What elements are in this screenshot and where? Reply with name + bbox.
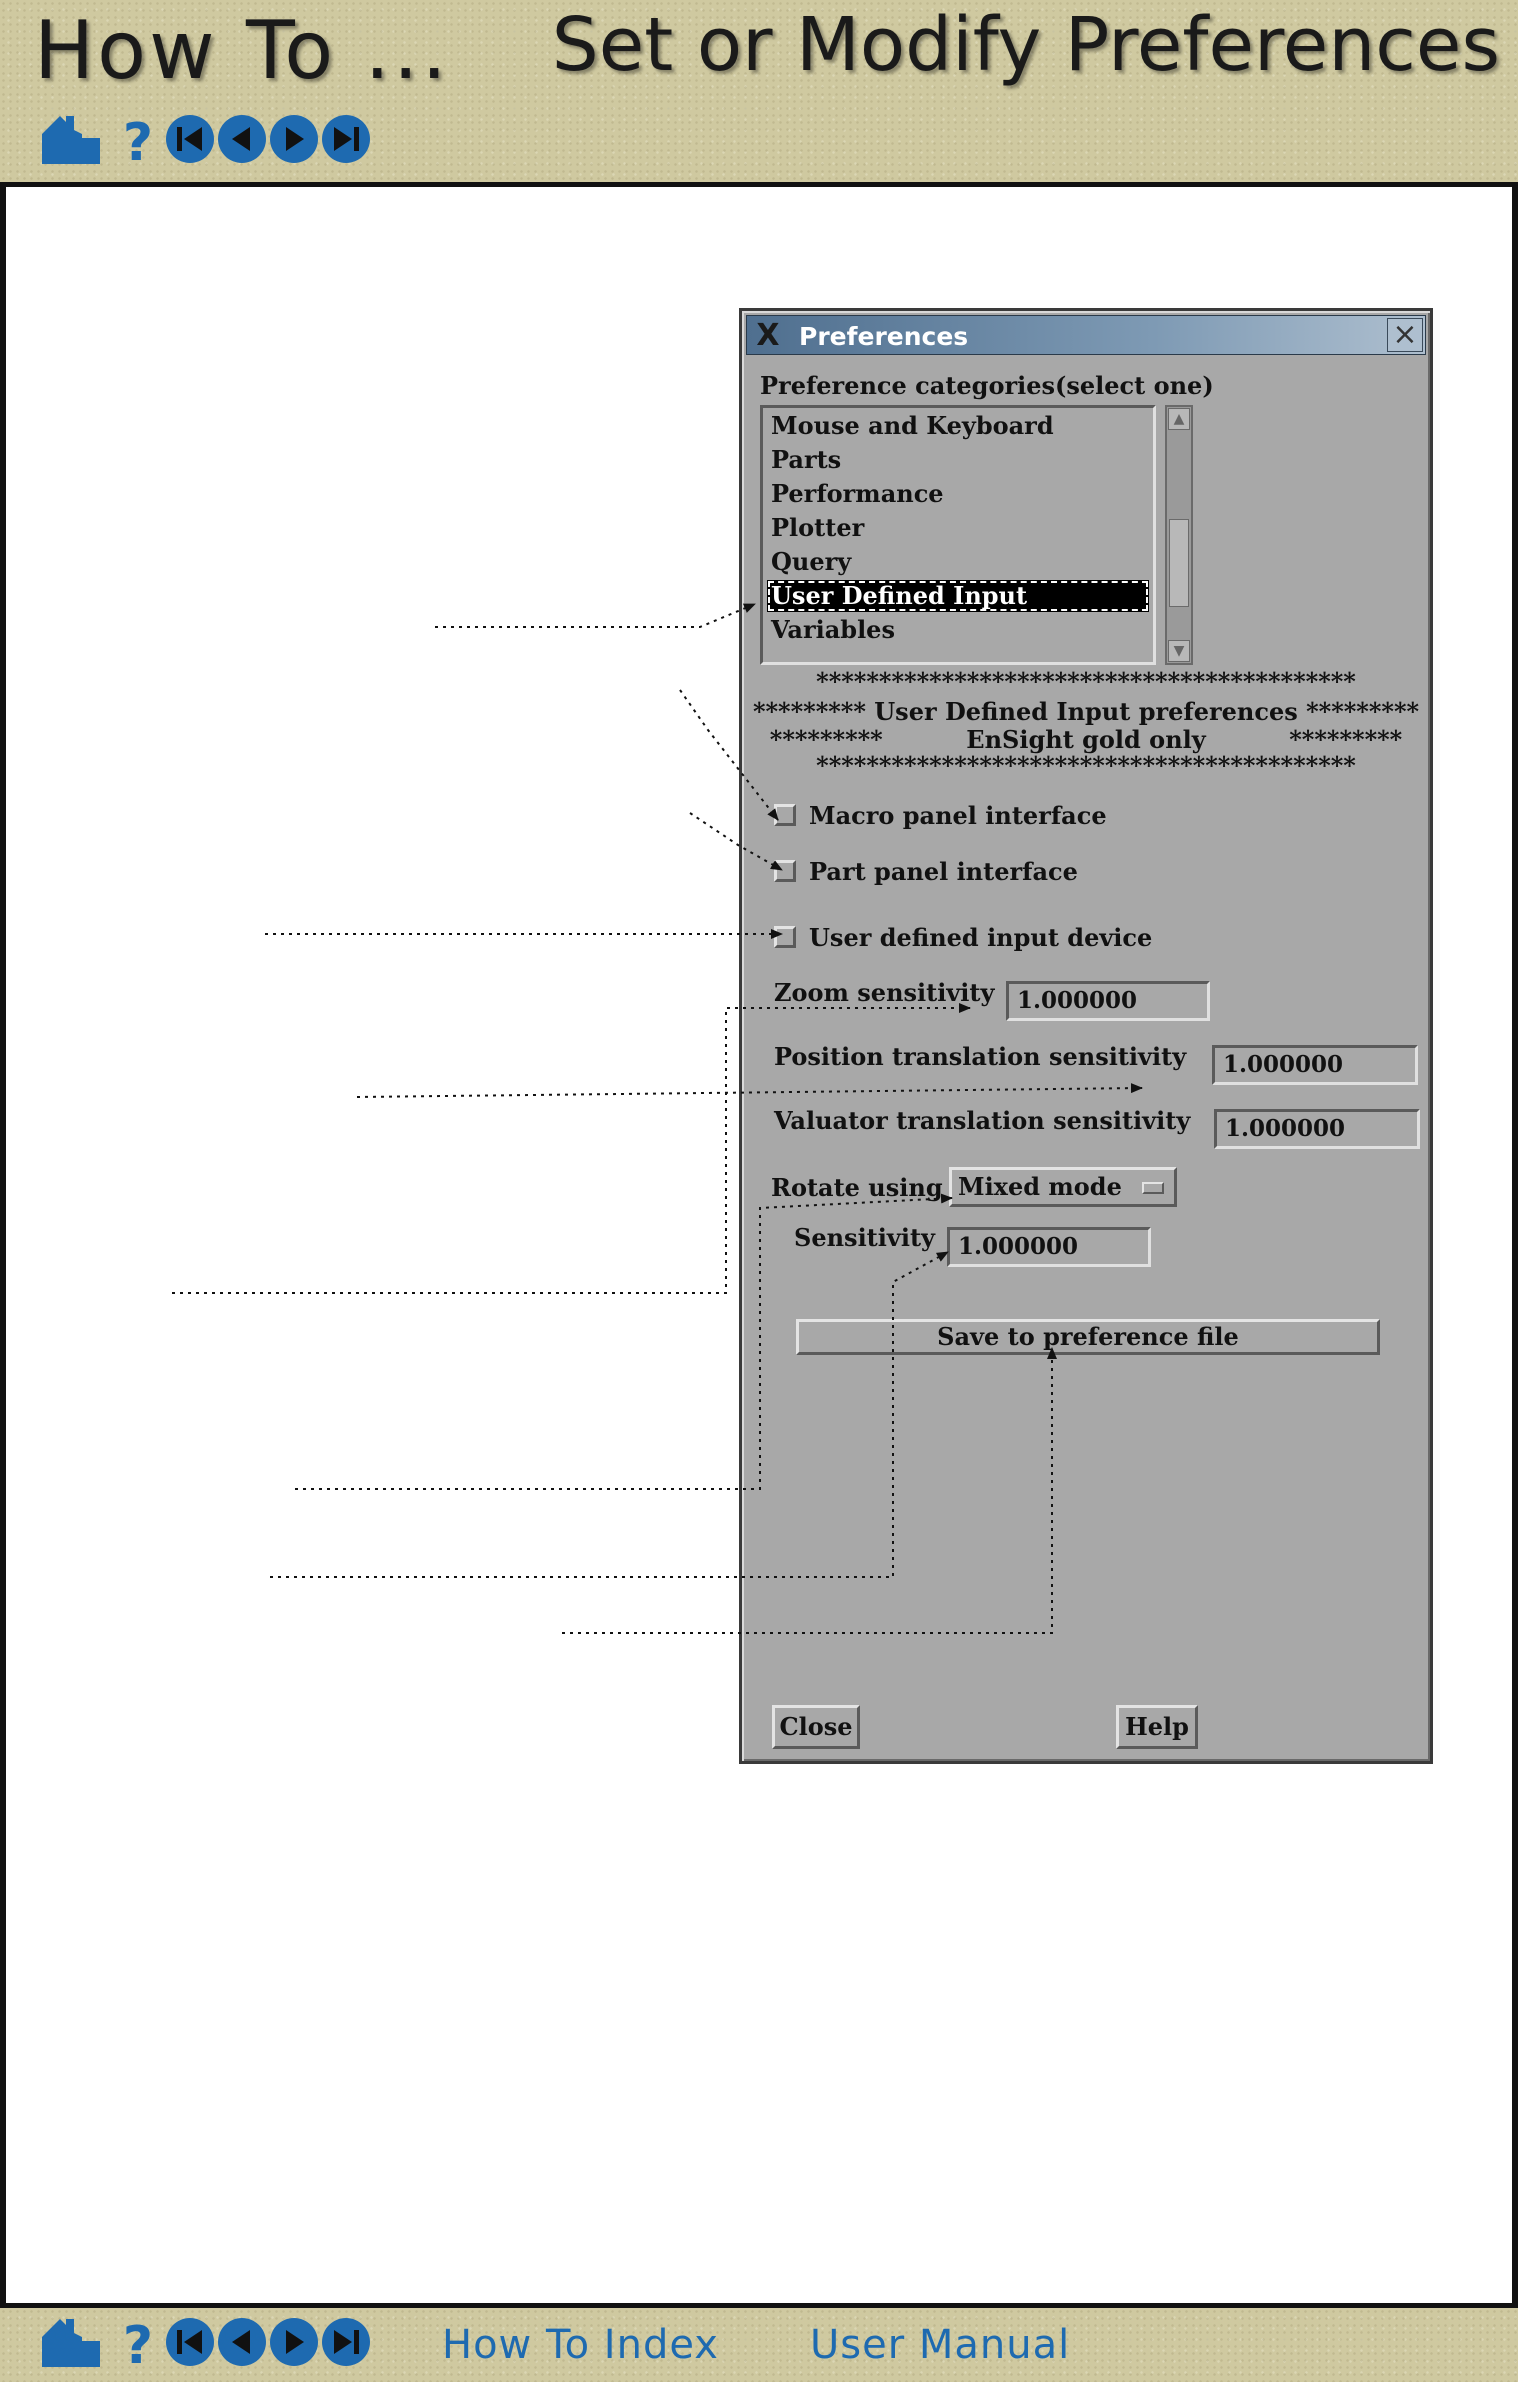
how-to-index-link[interactable]: How To Index <box>442 2322 719 2368</box>
option-menu-indicator-icon <box>1142 1182 1164 1194</box>
part-panel-checkbox[interactable] <box>774 860 796 882</box>
user-device-label: User defined input device <box>809 923 1153 952</box>
first-page-icon[interactable] <box>164 113 216 165</box>
list-item-selected[interactable]: User Defined Input <box>767 580 1149 612</box>
last-page-icon[interactable] <box>320 113 372 165</box>
home-icon[interactable] <box>38 112 104 166</box>
next-page-icon[interactable] <box>268 113 320 165</box>
first-page-icon[interactable] <box>164 2316 216 2368</box>
list-item[interactable]: Mouse and Keyboard <box>771 411 1054 440</box>
rotate-mode-dropdown[interactable] <box>949 1167 1177 1207</box>
home-icon[interactable] <box>38 2315 104 2369</box>
position-sensitivity-input[interactable]: 1.000000 <box>1212 1045 1418 1085</box>
next-page-icon[interactable] <box>268 2316 320 2368</box>
dialog-title: Preferences <box>799 322 969 351</box>
banner-stars-bottom: ******************************************* <box>816 751 1356 780</box>
list-item[interactable]: Query <box>771 547 852 576</box>
svg-text:?: ? <box>122 2316 154 2369</box>
part-panel-label: Part panel interface <box>809 857 1078 886</box>
list-item[interactable]: Parts <box>771 445 842 474</box>
right-border <box>1512 187 1518 2303</box>
header-band <box>0 0 1518 187</box>
close-icon[interactable]: × <box>1387 318 1423 352</box>
zoom-sensitivity-label: Zoom sensitivity <box>774 978 995 1007</box>
sensitivity-label: Sensitivity <box>794 1223 935 1252</box>
user-manual-link[interactable]: User Manual <box>810 2322 1071 2368</box>
x-window-icon: X <box>756 318 780 353</box>
zoom-sensitivity-input[interactable]: 1.000000 <box>1006 981 1210 1021</box>
svg-text:?: ? <box>122 113 154 166</box>
list-item[interactable]: Variables <box>771 615 895 644</box>
save-preferences-button[interactable]: Save to preference file <box>796 1319 1380 1355</box>
list-item[interactable]: Performance <box>771 479 944 508</box>
rotate-using-label: Rotate using <box>771 1173 943 1202</box>
page-title: Set or Modify Preferences <box>551 2 1500 88</box>
help-icon[interactable] <box>116 112 160 166</box>
scrollbar-thumb[interactable] <box>1169 519 1189 607</box>
scroll-up-icon[interactable]: ▲ <box>1168 408 1190 430</box>
user-device-checkbox[interactable] <box>774 926 796 948</box>
header-nav <box>38 112 372 166</box>
how-to-title: How To ... <box>34 4 450 97</box>
banner-title: ********* User Defined Input preferences ********* <box>752 697 1420 726</box>
position-sensitivity-label: Position translation sensitivity <box>774 1042 1187 1071</box>
categories-label: Preference categories(select one) <box>760 371 1214 400</box>
footer-nav <box>38 2315 372 2369</box>
categories-list[interactable] <box>760 405 1156 665</box>
scroll-down-icon[interactable]: ▼ <box>1168 640 1190 662</box>
preferences-dialog <box>739 308 1433 1764</box>
banner-subtitle: ********* EnSight gold only ********* <box>769 725 1403 754</box>
previous-page-icon[interactable] <box>216 2316 268 2368</box>
close-button[interactable]: Close <box>772 1705 860 1749</box>
rotate-sensitivity-input[interactable]: 1.000000 <box>947 1227 1151 1267</box>
left-border <box>0 187 6 2303</box>
dialog-titlebar[interactable] <box>746 315 1426 355</box>
valuator-sensitivity-label: Valuator translation sensitivity <box>774 1106 1191 1135</box>
help-button[interactable]: Help <box>1116 1705 1198 1749</box>
macro-panel-label: Macro panel interface <box>809 801 1107 830</box>
categories-scrollbar[interactable] <box>1165 405 1193 665</box>
help-icon[interactable] <box>116 2315 160 2369</box>
callout-category-line <box>435 604 755 627</box>
last-page-icon[interactable] <box>320 2316 372 2368</box>
macro-panel-checkbox[interactable] <box>774 804 796 826</box>
rotate-mode-value: Mixed mode <box>958 1172 1122 1201</box>
banner-stars-top: ******************************************* <box>816 667 1356 696</box>
previous-page-icon[interactable] <box>216 113 268 165</box>
valuator-sensitivity-input[interactable]: 1.000000 <box>1214 1109 1420 1149</box>
list-item[interactable]: Plotter <box>771 513 865 542</box>
